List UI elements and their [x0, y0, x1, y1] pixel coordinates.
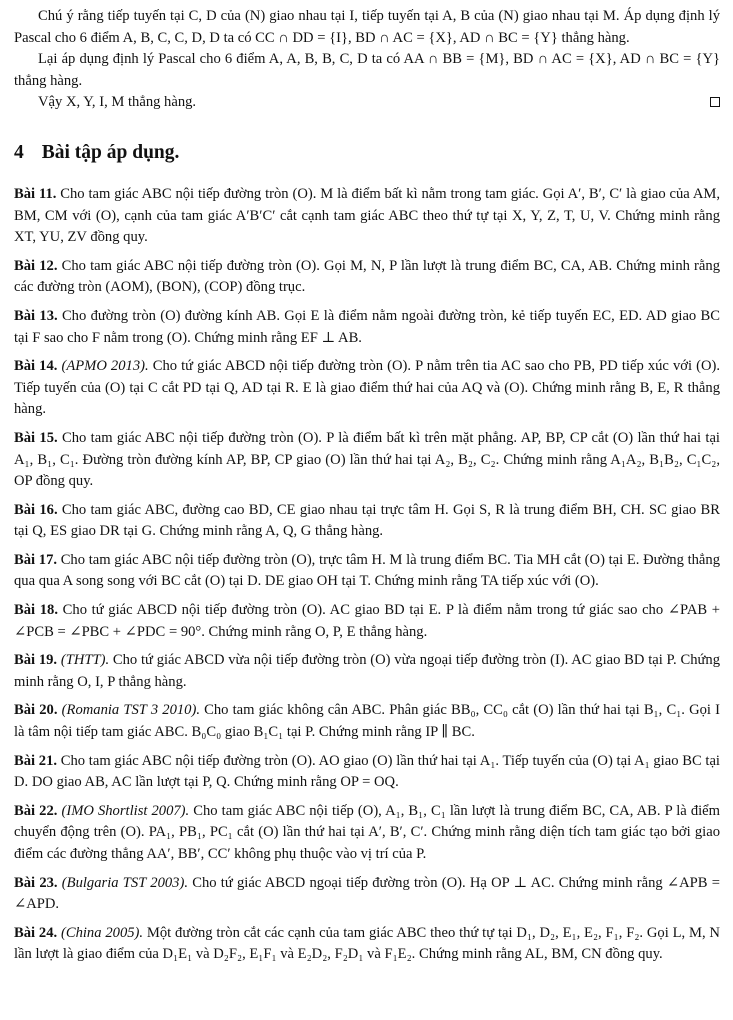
- exercise-text: Cho tam giác ABC nội tiếp (O), A₁, B₁, C₁ lần lượt là trung điểm BC, CA, AB. P là điểm chuyển động trên (O). PA₁, PB₁, PC₁ cắt (O) lần thứ hai tại A′, B′, C′. Chứng minh rằng diện tích tam giác tạo bởi giao điểm các đường thẳng AA′, BB′, CC′ không phụ thuộc vào vị trí của P.: [14, 802, 721, 862]
- exercise-source: (APMO 2013).: [61, 358, 149, 375]
- exercise-text: Cho tứ giác ABCD nội tiếp đường tròn (O). AC giao BD tại E. P là điểm nằm trong tứ giác sao cho ∠PAB + ∠PCB = ∠PBC + ∠PDC = 90°. Chứng minh rằng O, P, E thẳng hàng.: [14, 602, 720, 640]
- exercise-label: Bài 19.: [14, 652, 58, 669]
- exercise-label: Bài 15.: [14, 429, 58, 446]
- exercise-text: Cho tam giác ABC nội tiếp đường tròn (O). Gọi M, N, P lần lượt là trung điểm BC, CA, AB. Chứng minh rằng các đường tròn (AOM), (BON), (COP) đồng trục.: [14, 257, 720, 296]
- exercise-text: Cho đường tròn (O) đường kính AB. Gọi E là điểm nằm ngoài đường tròn, kẻ tiếp tuyến EC, ED. AD giao BC tại F sao cho F nằm trong (O). Chứng minh rằng EF ⊥ AB.: [14, 307, 720, 346]
- exercise-source: (IMO Shortlist 2007).: [61, 802, 190, 819]
- exercise-item: [14, 550, 720, 593]
- exercise-label: Bài 12.: [14, 257, 58, 274]
- exercise-label: Bài 18.: [14, 602, 58, 619]
- exercise-source: (THTT).: [60, 652, 110, 669]
- exercise-text: Cho tứ giác ABCD nội tiếp đường tròn (O). P nằm trên tia AC sao cho PB, PD tiếp xúc với (O). Tiếp tuyến của (O) tại C cắt PD tại Q, AD tại R. E là giao điểm thứ hai của AQ và (O). Chứng minh rằng B, E, R thẳng hàng.: [14, 358, 720, 418]
- exercise-text: Cho tam giác ABC nội tiếp đường tròn (O). P là điểm bất kì trên mặt phẳng. AP, BP, CP cắt (O) lần thứ hai tại A₁, B₁, C₁. Đường tròn đường kính AP, BP, CP giao (O) lần thứ hai tại A₂, B₂, C₂. Chứng minh rằng A₁A₂, B₁B₂, C₁C₂, OP đồng quy.: [14, 429, 720, 490]
- exercise-text: Cho tứ giác ABCD ngoại tiếp đường tròn (O). Hạ OP ⊥ AC. Chứng minh rằng ∠APB = ∠APD.: [14, 874, 720, 913]
- section-heading: [14, 140, 720, 166]
- exercise-text: Một đường tròn cắt các cạnh của tam giác ABC theo thứ tự tại D₁, D₂, E₁, E₂, F₁, F₂. Gọi L, M, N lần lượt là giao điểm của D₁E₁ và D₂F₂, E₁F₁ và E₂D₂, F₂D₁ và F₁E₂. Chứng minh rằng AL, BM, CN đồng quy.: [14, 924, 720, 963]
- exercise-item: [14, 600, 720, 643]
- intro-paragraph-2: Lại áp dụng định lý Pascal cho 6 điểm A, A, B, B, C, D ta có AA ∩ BB = {M}, BD ∩ AC = {X}, AD ∩ BC = {Y} thẳng hàng.: [14, 51, 720, 89]
- exercise-label: Bài 23.: [14, 874, 58, 891]
- conclusion-text: Vậy X, Y, I, M thẳng hàng.: [38, 94, 197, 111]
- exercise-list: [14, 184, 720, 966]
- exercise-text: Cho tam giác ABC nội tiếp đường tròn (O). AO giao (O) lần thứ hai tại A₁. Tiếp tuyến của (O) tại A₁ giao BC tại D. DO giao AB, AC lần lượt tại P, Q. Chứng minh rằng OP = OQ.: [14, 752, 720, 791]
- exercise-source: (China 2005).: [60, 924, 144, 941]
- exercise-item: [14, 923, 720, 966]
- exercise-item: [14, 751, 720, 794]
- exercise-item: [14, 801, 720, 866]
- document-page: [14, 6, 720, 973]
- exercise-item: [14, 873, 720, 916]
- exercise-item: [14, 356, 720, 421]
- exercise-item: [14, 306, 720, 349]
- exercise-item: [14, 700, 720, 743]
- exercise-item: [14, 650, 720, 693]
- exercise-item: [14, 500, 720, 543]
- exercise-text: Cho tam giác không cân ABC. Phân giác BB₀, CC₀ cắt (O) lần thứ hai tại B₁, C₁. Gọi I là tâm nội tiếp tam giác ABC. B₀C₀ giao B₁C₁ tại P. Chứng minh rằng IP ∥ BC.: [14, 702, 720, 741]
- exercise-item: [14, 256, 720, 299]
- exercise-label: Bài 17.: [14, 551, 58, 568]
- section-number: 4: [14, 141, 24, 163]
- exercise-text: Cho tam giác ABC, đường cao BD, CE giao nhau tại trực tâm H. Gọi S, R là trung điểm BH, CH. SC giao BR tại Q, ES giao DR tại G. Chứng minh rằng A, Q, G thẳng hàng.: [14, 501, 720, 540]
- qed-square-icon: [710, 97, 720, 107]
- exercise-item: [14, 184, 720, 249]
- exercise-source: (Bulgaria TST 2003).: [61, 874, 188, 891]
- exercise-text: Cho tam giác ABC nội tiếp đường tròn (O), trực tâm H. M là trung điểm BC. Tia MH cắt (O) tại E. Đường thẳng qua qua A song song với BC cắt (O) tại D. DE giao OH tại T. Chứng minh rằng TA tiếp xúc với (O).: [14, 551, 720, 590]
- exercise-label: Bài 24.: [14, 924, 58, 941]
- exercise-label: Bài 22.: [14, 802, 58, 819]
- exercise-text: Cho tam giác ABC nội tiếp đường tròn (O). M là điểm bất kì nằm trong tam giác. Gọi A′, B′, C′ là giao của AM, BM, CM với (O), cạnh của tam giác A′B′C′ cắt cạnh tam giác ABC theo thứ tự tại X, Y, Z, T, U, V. Chứng minh rằng XT, YU, ZV đồng quy.: [14, 185, 720, 246]
- section-title: Bài tập áp dụng.: [41, 141, 180, 163]
- exercise-label: Bài 20.: [14, 702, 58, 719]
- exercise-label: Bài 13.: [14, 307, 58, 324]
- exercise-label: Bài 14.: [14, 358, 58, 375]
- exercise-item: [14, 428, 720, 493]
- exercise-label: Bài 16.: [14, 501, 58, 518]
- exercise-text: Cho tứ giác ABCD vừa nội tiếp đường tròn (O) vừa ngoại tiếp đường tròn (I). AC giao BD tại P. Chứng minh rằng O, I, P thẳng hàng.: [14, 652, 720, 690]
- intro-paragraph-1: Chú ý rằng tiếp tuyến tại C, D của (N) giao nhau tại I, tiếp tuyến tại A, B của (N) giao nhau tại M. Áp dụng định lý Pascal cho 6 điểm A, B, C, C, D, D ta có CC ∩ DD = {I}, BD ∩ AC = {X}, AD ∩ BC = {Y} thẳng hàng.: [14, 8, 720, 46]
- intro-paragraph-3: [14, 92, 720, 114]
- exercise-source: (Romania TST 3 2010).: [61, 702, 200, 719]
- exercise-label: Bài 11.: [14, 185, 57, 202]
- exercise-label: Bài 21.: [14, 752, 58, 769]
